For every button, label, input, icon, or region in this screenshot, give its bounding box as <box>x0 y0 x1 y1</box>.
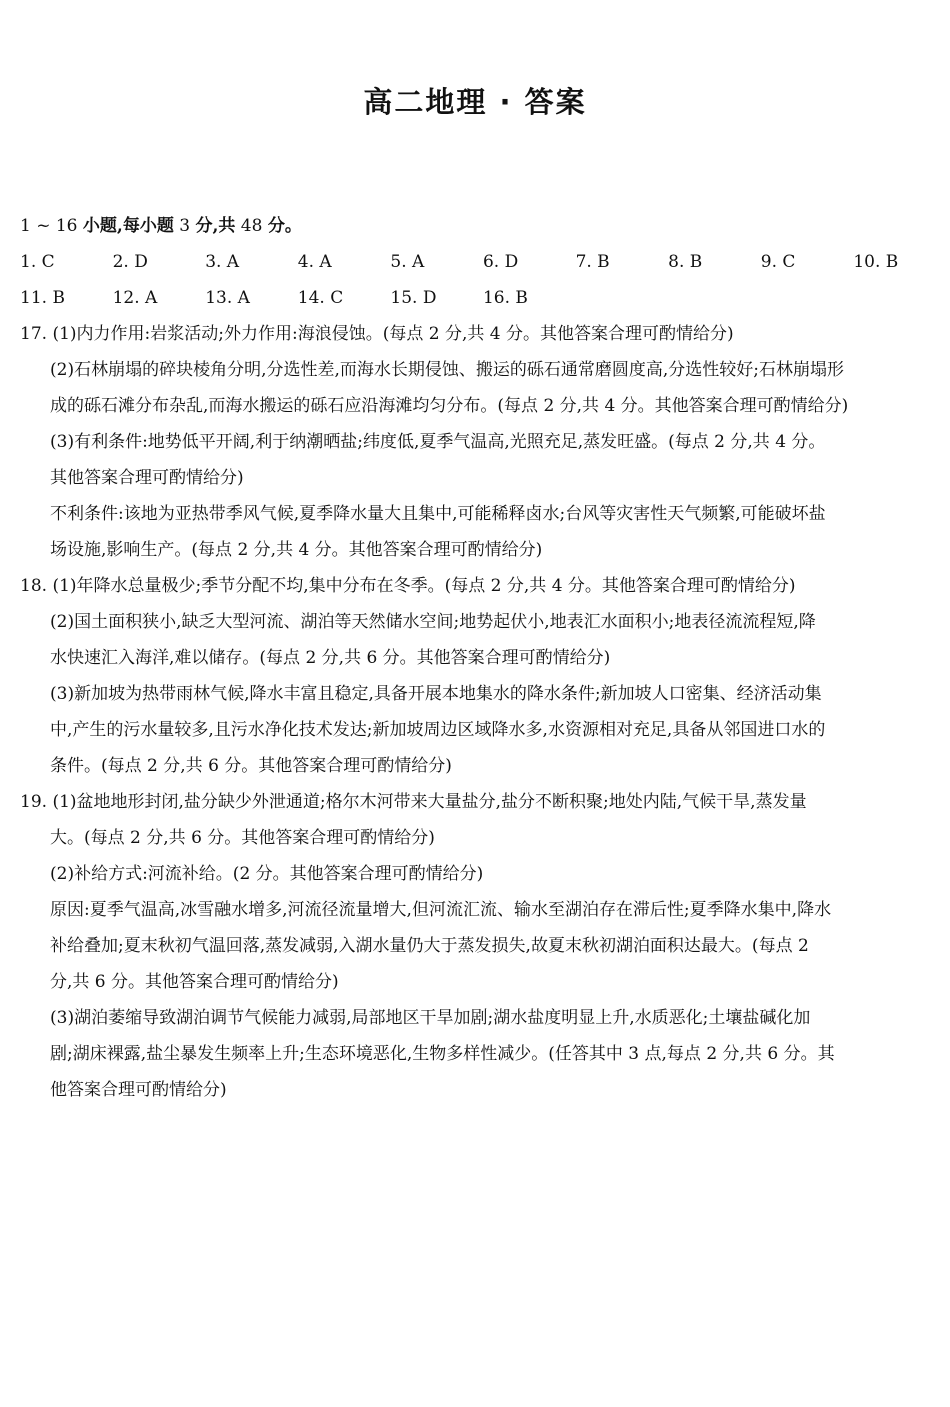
answer-13: 13. A <box>205 288 250 308</box>
q19-part1-line1: 19. (1)盆地地形封闭,盐分缺少外泄通道;格尔木河带来大量盐分,盐分不断积聚;地处内陆,气候干旱,蒸发量 <box>20 792 807 812</box>
answer-5: 5. A <box>390 252 425 272</box>
intro-bold-1: 小题,每小题 <box>82 216 174 236</box>
answer-8: 8. B <box>668 252 703 272</box>
q19-part3-line2: 剧;湖床裸露,盐尘暴发生频率上升;生态环境恶化,生物多样性减少。(任答其中 3 点,每点 2 分,共 6 分。其 <box>50 1044 835 1064</box>
q17-part2-line2: 成的砾石滩分布杂乱,而海水搬运的砾石应沿海滩均匀分布。(每点 2 分,共 4 分。其他答案合理可酌情给分) <box>50 396 849 416</box>
q19-part2-line4: 分,共 6 分。其他答案合理可酌情给分) <box>50 972 339 992</box>
q19-part2-line1: (2)补给方式:河流补给。(2 分。其他答案合理可酌情给分) <box>50 864 484 884</box>
q17-part2-line1: (2)石林崩塌的碎块棱角分明,分选性差,而海水长期侵蚀、搬运的砾石通常磨圆度高,分选性较好;石林崩塌形 <box>50 360 845 380</box>
page-title: 高二地理 · 答案 <box>363 85 587 119</box>
q17-part3-line1: (3)有利条件:地势低平开阔,利于纳潮晒盐;纬度低,夏季气温高,光照充足,蒸发旺盛。(每点 2 分,共 4 分。 <box>50 432 826 452</box>
q17-part3-line3: 不利条件:该地为亚热带季风气候,夏季降水量大且集中,可能稀释卤水;台风等灾害性天气频繁,可能破坏盐 <box>50 504 826 524</box>
answer-12: 12. A <box>112 288 158 308</box>
answer-content <box>20 208 930 1108</box>
answer-1: 1. C <box>20 252 55 272</box>
mc-intro <box>20 208 930 244</box>
q19-part2-line3: 补给叠加;夏末秋初气温回落,蒸发减弱,入湖水量仍大于蒸发损失,故夏末秋初湖泊面积达最大。(每点 2 <box>50 936 809 956</box>
answer-6: 6. D <box>482 252 519 272</box>
answer-3: 3. A <box>205 252 240 272</box>
q18-part2-line1: (2)国土面积狭小,缺乏大型河流、湖泊等天然储水空间;地势起伏小,地表汇水面积小;地表径流流程短,降 <box>50 612 816 632</box>
answer-15: 15. D <box>390 288 437 308</box>
q19-part3-line3: 他答案合理可酌情给分) <box>50 1080 227 1100</box>
q19-part1-line2: 大。(每点 2 分,共 6 分。其他答案合理可酌情给分) <box>50 828 435 848</box>
q18-part3-line3: 条件。(每点 2 分,共 6 分。其他答案合理可酌情给分) <box>50 756 452 776</box>
intro-bold-2: 分,共 <box>195 216 236 236</box>
q18-part2-line2: 水快速汇入海洋,难以储存。(每点 2 分,共 6 分。其他答案合理可酌情给分) <box>50 648 611 668</box>
q17-part1: 17. (1)内力作用:岩浆活动;外力作用:海浪侵蚀。(每点 2 分,共 4 分。其他答案合理可酌情给分) <box>20 324 734 344</box>
q19-part3-line1: (3)湖泊萎缩导致湖泊调节气候能力减弱,局部地区干旱加剧;湖水盐度明显上升,水质恶化;土壤盐碱化加 <box>50 1008 811 1028</box>
answer-4: 4. A <box>297 252 332 272</box>
answers-row-1 <box>20 244 930 280</box>
answer-9: 9. C <box>760 252 796 272</box>
answer-14: 14. C <box>297 288 344 308</box>
q19-part2-line2: 原因:夏季气温高,冰雪融水增多,河流径流量增大,但河流汇流、输水至湖泊存在滞后性;夏季降水集中,降水 <box>50 900 832 920</box>
q18-part1: 18. (1)年降水总量极少;季节分配不均,集中分布在冬季。(每点 2 分,共 4 分。其他答案合理可酌情给分) <box>20 576 796 596</box>
answer-16: 16. B <box>482 288 528 308</box>
answer-7: 7. B <box>575 252 610 272</box>
q18-part3-line2: 中,产生的污水量较多,且污水净化技术发达;新加坡周边区域降水多,水资源相对充足,具备从邻国进口水的 <box>50 720 826 740</box>
answers-row-2 <box>20 280 930 316</box>
q17-part3-line4: 场设施,影响生产。(每点 2 分,共 4 分。其他答案合理可酌情给分) <box>50 540 543 560</box>
intro-bold-3: 分。 <box>267 216 302 236</box>
intro-score: 3 <box>173 216 196 236</box>
q18-part3-line1: (3)新加坡为热带雨林气候,降水丰富且稳定,具备开展本地集水的降水条件;新加坡人口密集、经济活动集 <box>50 684 822 704</box>
answer-11: 11. B <box>20 288 65 308</box>
q17-part3-line2: 其他答案合理可酌情给分) <box>50 468 244 488</box>
intro-total: 48 <box>235 216 268 236</box>
answer-2: 2. D <box>112 252 148 272</box>
intro-range: 1 ~ 16 <box>20 216 83 236</box>
answer-10: 10. B <box>853 252 899 272</box>
